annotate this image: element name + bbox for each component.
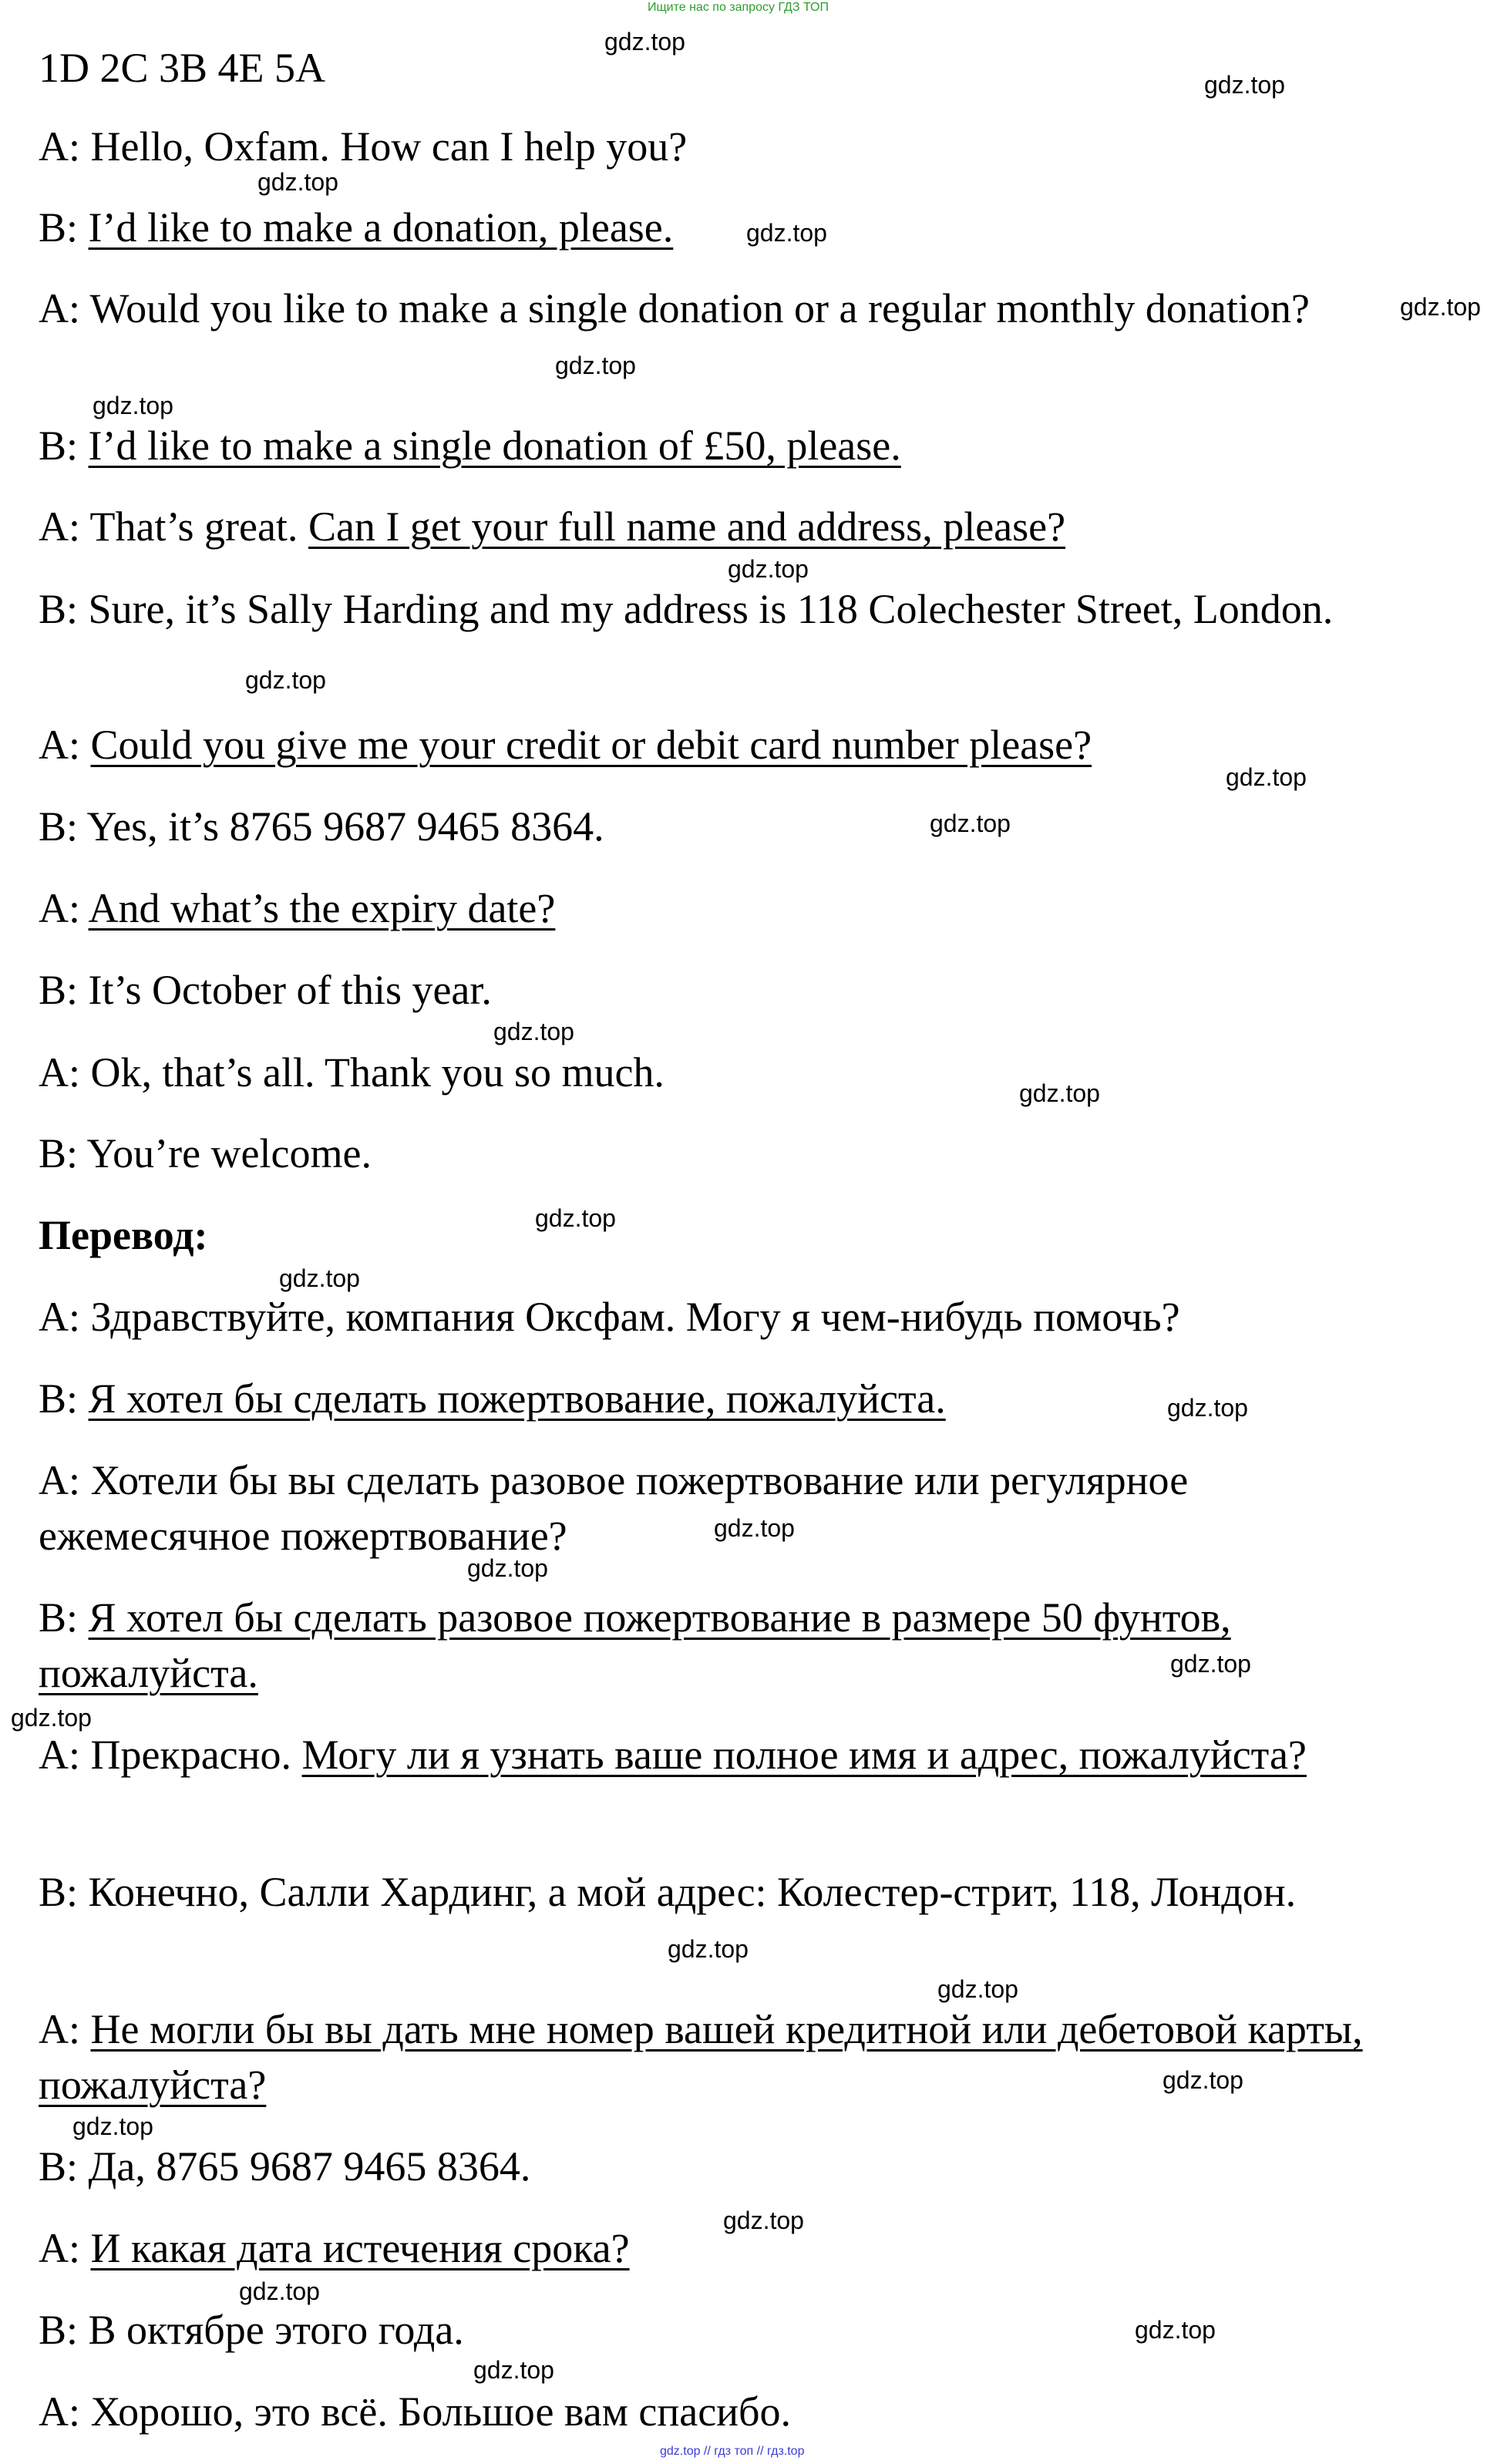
watermark: gdz.top [1400,293,1481,321]
dialogue-line-en-7: A: Could you give me your credit or debit card number please? [39,722,1092,768]
watermark: gdz.top [1170,1650,1251,1678]
watermark: gdz.top [279,1264,360,1292]
dialogue-line-en-6: B: Sure, it’s Sally Harding and my address is 118 Colechester Street, London. [39,586,1334,632]
watermark: gdz.top [723,2206,804,2234]
watermark: gdz.top [1167,1394,1248,1422]
dialogue-line-en-2: B: I’d like to make a donation, please. [39,204,674,251]
watermark: gdz.top [555,352,636,379]
watermark: gdz.top [535,1204,616,1232]
dialogue-line-ru-3: A: Хотели бы вы сделать разовое пожертвование или регулярное ежемесячное пожертвование? [39,1457,1189,1559]
dialogue-line-ru-6: B: Конечно, Салли Хардинг, а мой адрес: Колестер-стрит, 118, Лондон. [39,1869,1297,1915]
watermark: gdz.top [668,1935,749,1963]
watermark: gdz.top [245,666,326,694]
watermark: gdz.top [93,392,173,419]
dialogue-line-ru-9: A: И какая дата истечения срока? [39,2225,630,2271]
watermark: gdz.top [1204,71,1285,99]
translation-heading: Перевод: [39,1212,208,1258]
watermark: gdz.top [467,1554,548,1582]
watermark: gdz.top [493,1018,574,1045]
watermark: gdz.top [1019,1079,1100,1107]
dialogue-line-ru-4: B: Я хотел бы сделать разовое пожертвование в размере 50 фунтов, пожалуйста. [39,1594,1231,1696]
watermark: gdz.top [746,219,827,247]
watermark: gdz.top [937,1975,1018,2003]
dialogue-line-en-11: A: Ok, that’s all. Thank you so much. [39,1049,665,1096]
watermark: gdz.top [930,810,1011,837]
answer-key: 1D 2C 3B 4E 5A [39,45,326,91]
dialogue-line-ru-5: A: Прекрасно. Могу ли я узнать ваше полное имя и адрес, пожалуйста? [39,1732,1307,1778]
watermark: gdz.top [728,555,809,583]
dialogue-line-ru-2: B: Я хотел бы сделать пожертвование, пожалуйста. [39,1375,946,1422]
watermark: gdz.top [714,1514,795,1542]
top-search-notice: Ищите нас по запросу ГДЗ ТОП [648,1,829,14]
watermark: gdz.top [239,2277,320,2305]
watermark: gdz.top [1226,763,1307,791]
watermark: gdz.top [72,2112,153,2140]
dialogue-line-en-3: A: Would you like to make a single donation or a regular monthly donation? [39,285,1310,332]
dialogue-line-ru-7: A: Не могли бы вы дать мне номер вашей кредитной или дебетовой карты, пожалуйста? [39,2006,1363,2108]
watermark: gdz.top [257,168,338,196]
footer-notice: gdz.top // гдз топ // гдз.top [660,2445,805,2458]
dialogue-line-en-10: B: It’s October of this year. [39,967,492,1013]
dialogue-line-ru-1: A: Здравствуйте, компания Оксфам. Могу я чем-нибудь помочь? [39,1294,1180,1340]
dialogue-line-en-5: A: That’s great. Can I get your full name and address, please? [39,503,1066,550]
dialogue-line-en-4: B: I’d like to make a single donation of £50, please. [39,422,901,469]
watermark: gdz.top [604,28,685,56]
watermark: gdz.top [11,1704,92,1732]
dialogue-line-en-1: A: Hello, Oxfam. How can I help you? [39,123,688,170]
dialogue-line-en-12: B: You’re welcome. [39,1130,372,1176]
watermark: gdz.top [1163,2066,1243,2094]
dialogue-line-ru-8: B: Да, 8765 9687 9465 8364. [39,2143,531,2190]
dialogue-line-ru-11: A: Хорошо, это всё. Большое вам спасибо. [39,2388,792,2435]
watermark: gdz.top [473,2356,554,2384]
dialogue-line-en-8: B: Yes, it’s 8765 9687 9465 8364. [39,803,604,850]
dialogue-line-en-9: A: And what’s the expiry date? [39,885,556,931]
watermark: gdz.top [1135,2316,1216,2344]
dialogue-line-ru-10: B: В октябре этого года. [39,2307,464,2353]
